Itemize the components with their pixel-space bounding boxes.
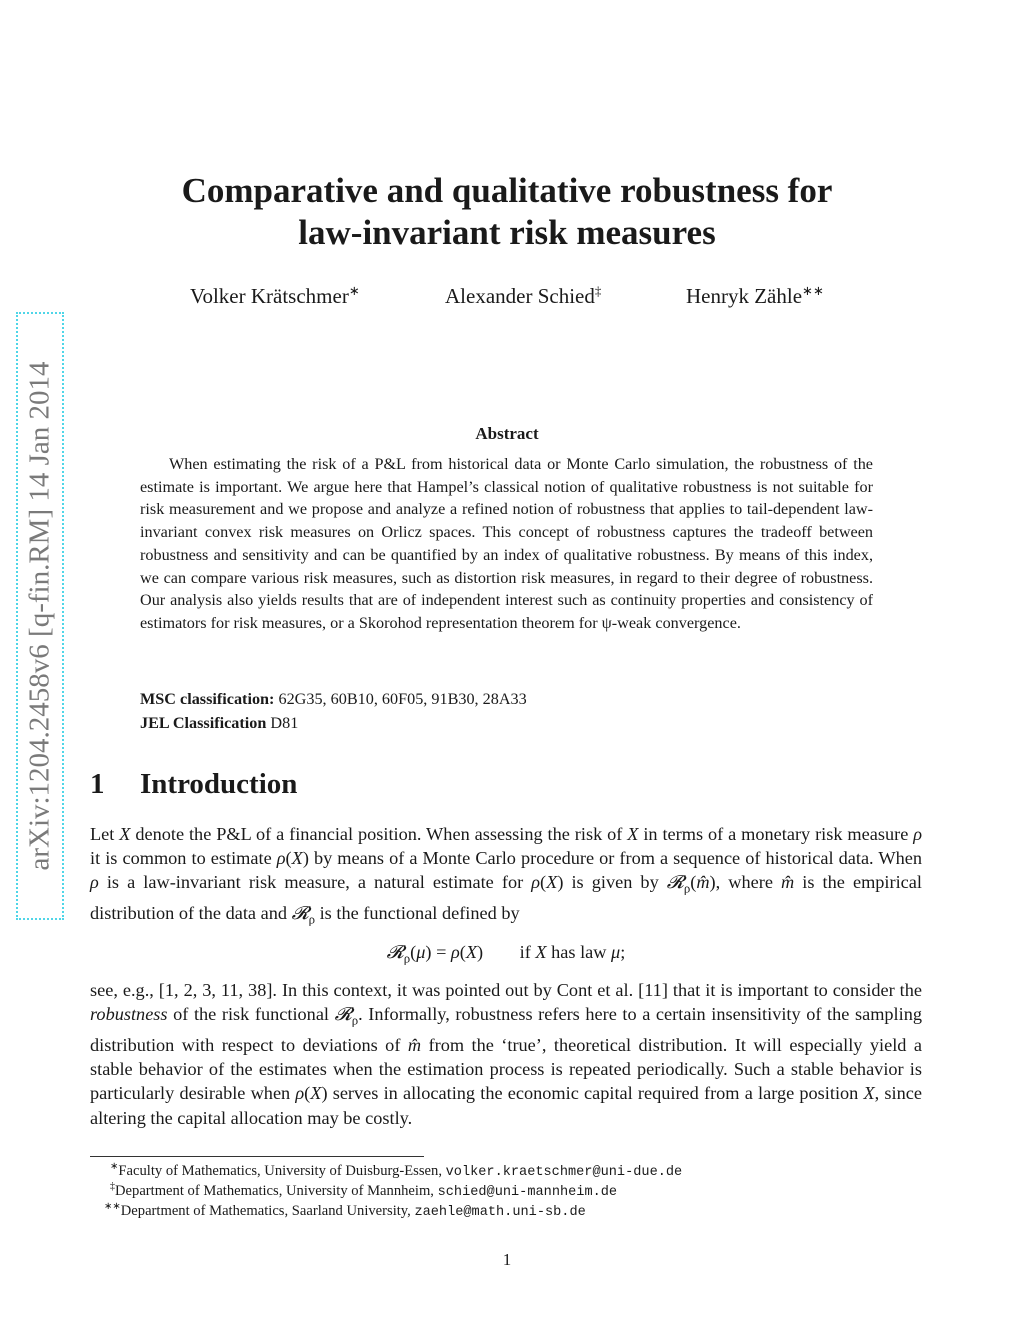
msc-classification	[140, 690, 527, 709]
author-1	[190, 283, 360, 309]
paper-title-line-1: Comparative and qualitative robustness for	[181, 171, 833, 210]
footnote-2-email-link[interactable]: schied@uni-mannheim.de	[437, 1184, 618, 1200]
section-number: 1	[90, 768, 105, 800]
section-title: Introduction	[140, 768, 298, 800]
footnote-1-mark: ∗	[110, 1161, 119, 1172]
section-heading-introduction	[90, 768, 297, 801]
abstract-heading: Abstract	[475, 424, 539, 443]
abstract-body: When estimating the risk of a P&L from historical data or Monte Carlo simulation, the robustness of the estimate is important. We argue here that Hampel’s classical notion of qualitative robustness is not suitable for risk measurement and we propose and analyze a refined notion of robustness that applies to tail-dependent law-invariant convex risk measures on Orlicz spaces. This concept of robustness captures the tradeoff between robustness and sensitivity and can be quantified by an index of qualitative robustness. By means of this index, we can compare various risk measures, such as distortion risk measures, in regard to their degree of robustness. Our analysis also yields results that are of independent interest such as continuity properties and consistency of estimators for risk measures, or a Skorohod representation theorem for ψ-weak convergence.	[140, 455, 873, 632]
author-1-mark: ∗	[348, 283, 360, 298]
display-equation: 𝓡$_\rho$(μ) = ρ(X) if X has law μ;	[386, 942, 626, 966]
jel-classification	[140, 714, 298, 733]
footnote-2-text: Department of Mathematics, University of Mannheim,	[115, 1182, 438, 1199]
intro-paragraph-1: Let X denote the P&L of a financial position. When assessing the risk of X in terms of a monetary risk measure ρ it is common to estimate ρ(X) by means of a Monte Carlo procedure or from a sequence of historical data. When ρ is a law-invariant risk measure, a natural estimate for ρ(X) is given by 𝓡$_\rho$(m̂), where m̂ is the empirical distribution of the data and 𝓡$_\rho$ is the functional defined by	[90, 824, 923, 927]
intro-paragraph-2: see, e.g., [1, 2, 3, 11, 38]. In this context, it was pointed out by Cont et al. [11] that it is important to consider the robustness of the risk functional 𝓡$_\rho$. Informally, robustness refers here to a certain insensitivity of the sampling distribution with respect to deviations of m̂ from the ‘true’, theoretical distribution. It will especially yield a stable behavior of the estimates when the estimation process is repeated periodically. Such a stable behavior is particularly desirable when ρ(X) serves in allocating the economic capital required from a large position X, since altering the capital allocation may be costly.	[90, 980, 923, 1128]
footnote-2	[110, 1181, 617, 1200]
msc-label: MSC classification:	[140, 690, 275, 708]
paper-title	[90, 170, 924, 254]
footnote-divider	[90, 1156, 424, 1157]
author-2	[445, 283, 601, 309]
arxiv-identifier-text: arXiv:1204.2458v6 [q-fin.RM] 14 Jan 2014	[23, 361, 56, 871]
arxiv-identifier-stamp[interactable]	[16, 312, 64, 920]
footnote-1-email-link[interactable]: volker.kraetschmer@uni-due.de	[445, 1164, 683, 1180]
author-2-name: Alexander Schied	[445, 284, 595, 308]
footnote-2-mark: ‡	[110, 1181, 115, 1192]
footnote-1-text: Faculty of Mathematics, University of Duisburg-Essen,	[118, 1162, 446, 1179]
author-3	[686, 283, 824, 309]
author-2-mark: ‡	[594, 283, 602, 298]
footnote-1	[110, 1161, 682, 1180]
author-1-name: Volker Krätschmer	[190, 284, 349, 308]
msc-value: 62G35, 60B10, 60F05, 91B30, 28A33	[278, 690, 527, 708]
jel-label: JEL Classification	[140, 714, 267, 732]
footnote-3	[104, 1201, 586, 1220]
jel-value: D81	[270, 714, 299, 732]
footnote-3-text: Department of Mathematics, Saarland University,	[120, 1202, 415, 1219]
footnote-3-mark: ∗∗	[104, 1201, 121, 1212]
paper-title-line-2: law-invariant risk measures	[298, 213, 716, 252]
footnote-3-email-link[interactable]: zaehle@math.uni-sb.de	[414, 1204, 586, 1220]
page-number: 1	[502, 1250, 512, 1269]
author-3-name: Henryk Zähle	[686, 284, 803, 308]
author-3-mark: ∗∗	[802, 283, 824, 298]
